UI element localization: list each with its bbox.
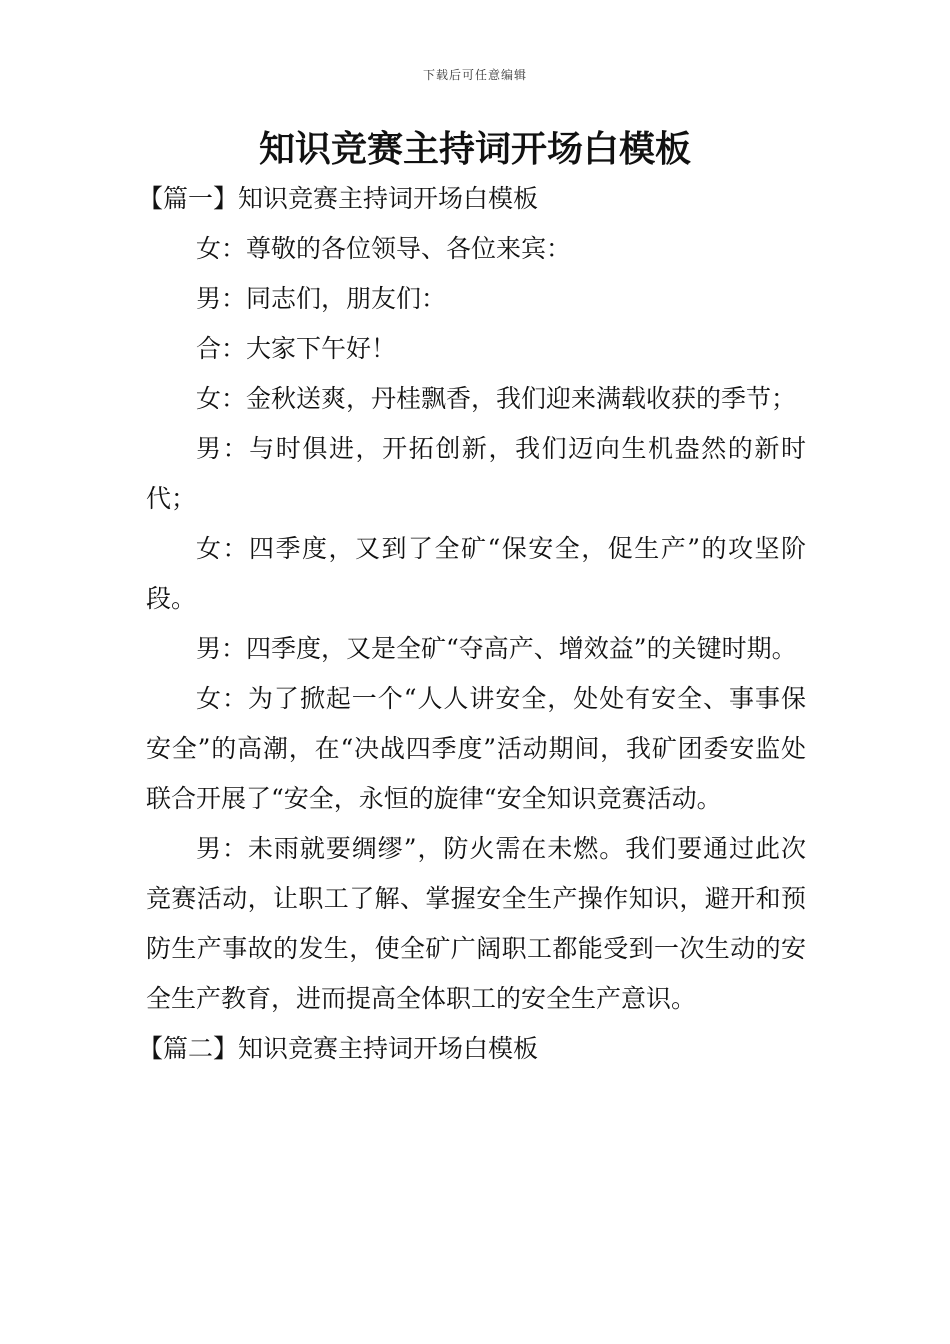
paragraph: 男：未雨就要绸缪”，防火需在未燃。我们要通过此次竞赛活动，让职工了解、掌握安全生产操作知识，避开和预防生产事故的发生，使全矿广阔职工都能受到一次生动的安全生产教育，进而提高全体职工的安全生产意识。 <box>146 834 806 1013</box>
paragraph: 女：金秋送爽，丹桂飘香，我们迎来满载收获的季节； <box>196 384 797 413</box>
document-title: 知识竞赛主持词开场白模板 <box>258 129 691 170</box>
paragraph: 男：四季度，又是全矿“夺高产、增效益”的关键时期。 <box>196 634 797 663</box>
paragraph: 女：尊敬的各位领导、各位来宾： <box>196 234 572 263</box>
paragraph: 女：四季度，又到了全矿“保安全，促生产”的攻坚阶段。 <box>146 534 806 613</box>
document-body <box>138 174 806 1074</box>
paragraph: 合：大家下午好！ <box>196 334 397 363</box>
header-note: 下载后可任意编辑 <box>422 68 527 82</box>
paragraph: 男：与时俱进，开拓创新，我们迈向生机盎然的新时代； <box>146 434 806 513</box>
paragraph: 女：为了掀起一个“人人讲安全，处处有安全、事事保安全”的高潮，在“决战四季度”活动期间，我矿团委安监处联合开展了“安全，永恒的旋律“安全知识竞赛活动。 <box>146 684 806 813</box>
section-heading-2: 【篇二】知识竞赛主持词开场白模板 <box>138 1034 539 1063</box>
paragraph: 男：同志们，朋友们： <box>196 284 447 313</box>
section-heading-1: 【篇一】知识竞赛主持词开场白模板 <box>138 184 539 213</box>
